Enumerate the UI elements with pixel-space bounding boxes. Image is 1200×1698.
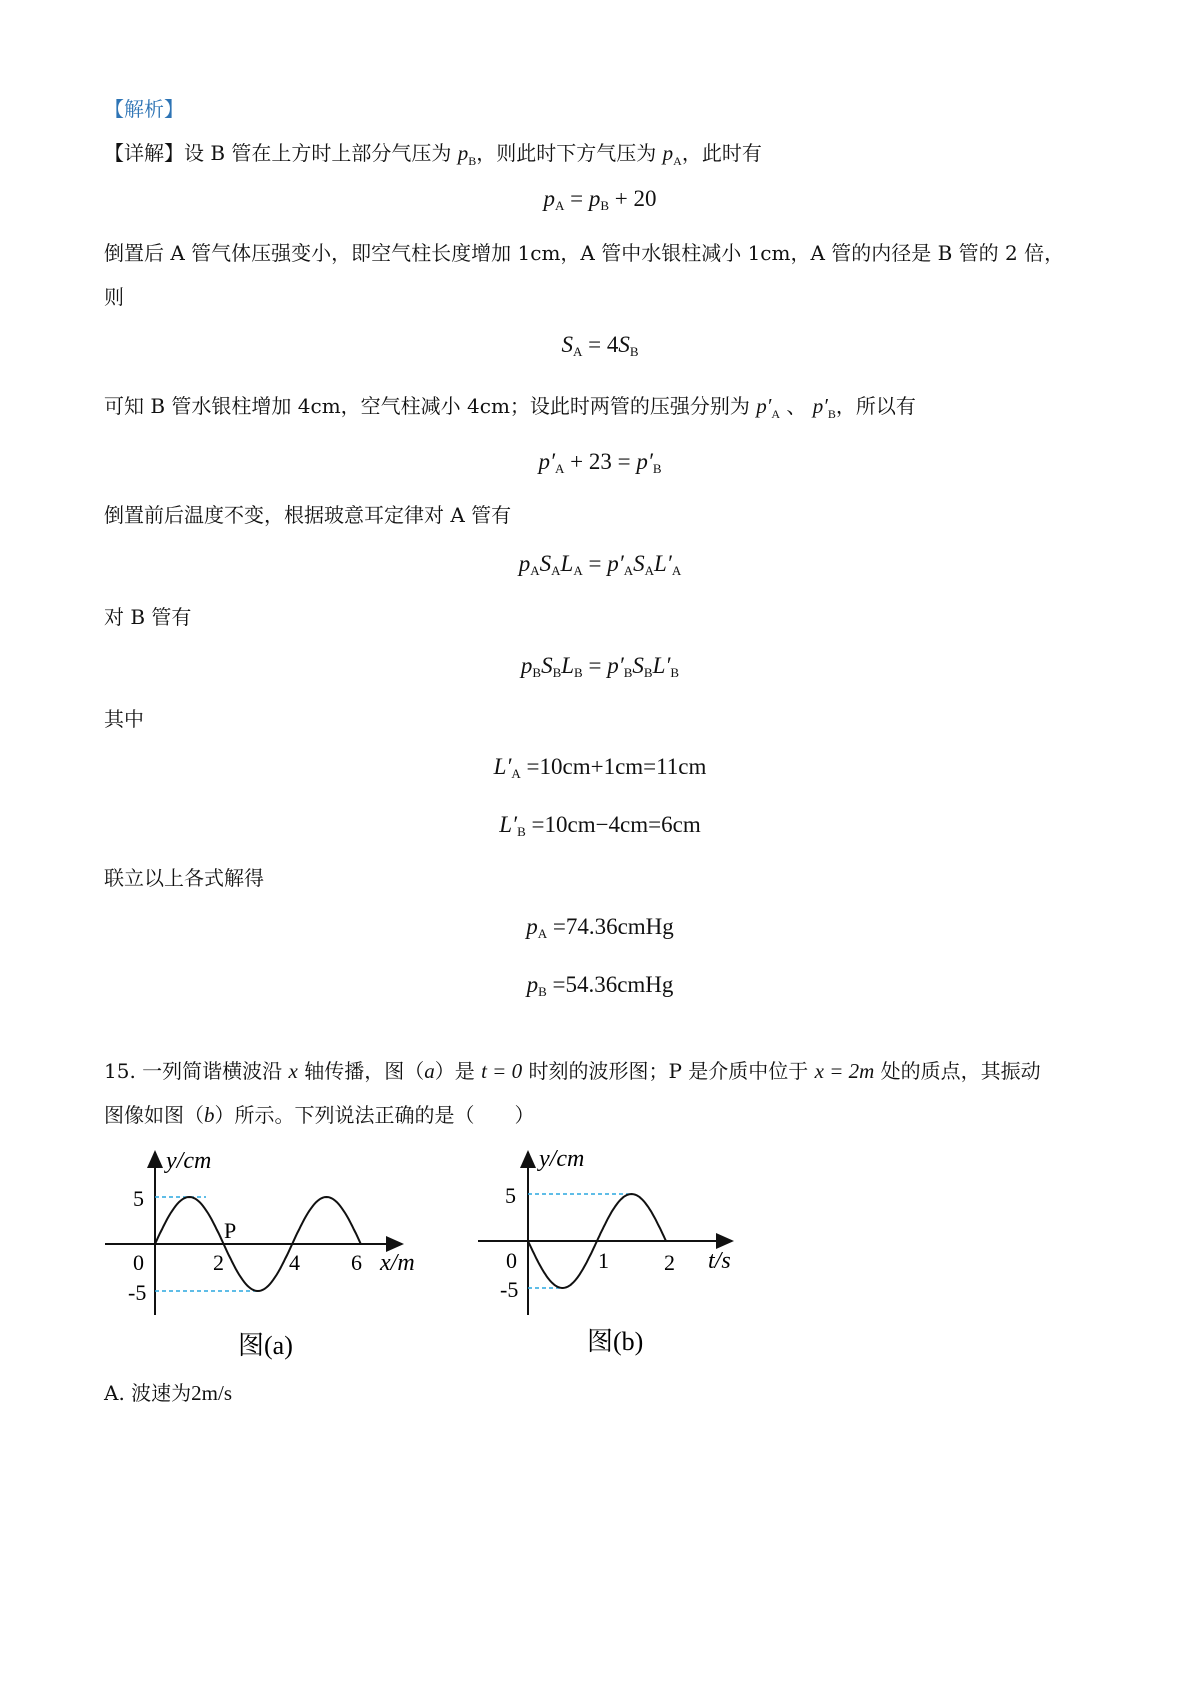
- figure-b-vibration-graph: [470, 1140, 770, 1370]
- paragraph-2-line-1: 倒置后 A 管气体压强变小，即空气柱长度增加 1cm，A 管中水银柱减小 1cm，A 管的内径是 B 管的 2 倍，: [104, 241, 1065, 265]
- paragraph-6: 其中: [104, 707, 144, 731]
- t-axis-label: t/s: [708, 1248, 731, 1274]
- equation-9: $p_B$ =54.36cmHg: [526, 972, 674, 999]
- point-p-label: P: [224, 1218, 237, 1243]
- y-axis-label: y/cm: [166, 1148, 212, 1174]
- question-number: 15.: [104, 1059, 136, 1083]
- figure-a-caption: 图(a): [238, 1331, 293, 1360]
- t-tick-2: 2: [664, 1250, 675, 1275]
- figure-a-wave-graph: [100, 1140, 440, 1370]
- paragraph-3: 可知 B 管水银柱增加 4cm，空气柱减小 4cm；设此时两管的压强分别为 $p'_A$ 、 $p'_B$，所以有: [104, 394, 916, 422]
- equation-3: $p'_A + 23 = p'_B$: [538, 449, 662, 476]
- equation-7: $L'_B =10cm-4cm=6cm$: [499, 812, 701, 839]
- y-tick-neg5: -5: [500, 1277, 519, 1302]
- equation-2: $S_A = 4S_B$: [561, 332, 639, 359]
- detail-label: 【详解】: [104, 141, 184, 165]
- detail-paragraph: 【详解】设 B 管在上方时上部分气压为 $p_B$，则此时下方气压为 $p_A$，此时有: [104, 141, 762, 169]
- question-15-line-2: 图像如图（b）所示。下列说法正确的是（ ）: [104, 1103, 535, 1127]
- equation-1: $p_A = p_B + 20$: [543, 186, 657, 213]
- x-tick-0: 0: [133, 1250, 144, 1275]
- analysis-heading: 【解析】: [104, 97, 184, 121]
- t-tick-1: 1: [598, 1248, 609, 1273]
- y-tick-neg5: -5: [128, 1280, 147, 1305]
- t-tick-0: 0: [506, 1248, 517, 1273]
- equation-8: $p_A$ =74.36cmHg: [526, 914, 674, 941]
- paragraph-5: 对 B 管有: [104, 605, 192, 629]
- equation-6: $L'_A =10cm+1cm=11cm$: [493, 754, 707, 781]
- equation-4: $p_AS_AL_A = p'_AS_AL'_A$: [518, 551, 682, 578]
- question-15-line-1: 15. 一列简谐横波沿 x 轴传播，图（a）是 t = 0 时刻的波形图；P 是介质中位于 x = 2m 处的质点，其振动: [104, 1059, 1041, 1083]
- x-tick-2: 2: [213, 1250, 224, 1275]
- paragraph-7: 联立以上各式解得: [104, 866, 264, 890]
- x-tick-6: 6: [351, 1250, 362, 1275]
- y-tick-5: 5: [505, 1183, 516, 1208]
- y-tick-5: 5: [133, 1186, 144, 1211]
- x-axis-label: x/m: [380, 1250, 415, 1276]
- figure-b-caption: 图(b): [587, 1327, 644, 1356]
- x-tick-4: 4: [289, 1250, 300, 1275]
- y-axis-label: y/cm: [539, 1146, 585, 1172]
- equation-5: $p_BS_BL_B = p'_BS_BL'_B$: [520, 653, 680, 680]
- option-a: A. 波速为2m/s: [104, 1381, 233, 1405]
- paragraph-2-line-2: 则: [104, 285, 124, 309]
- paragraph-4: 倒置前后温度不变，根据玻意耳定律对 A 管有: [104, 503, 512, 527]
